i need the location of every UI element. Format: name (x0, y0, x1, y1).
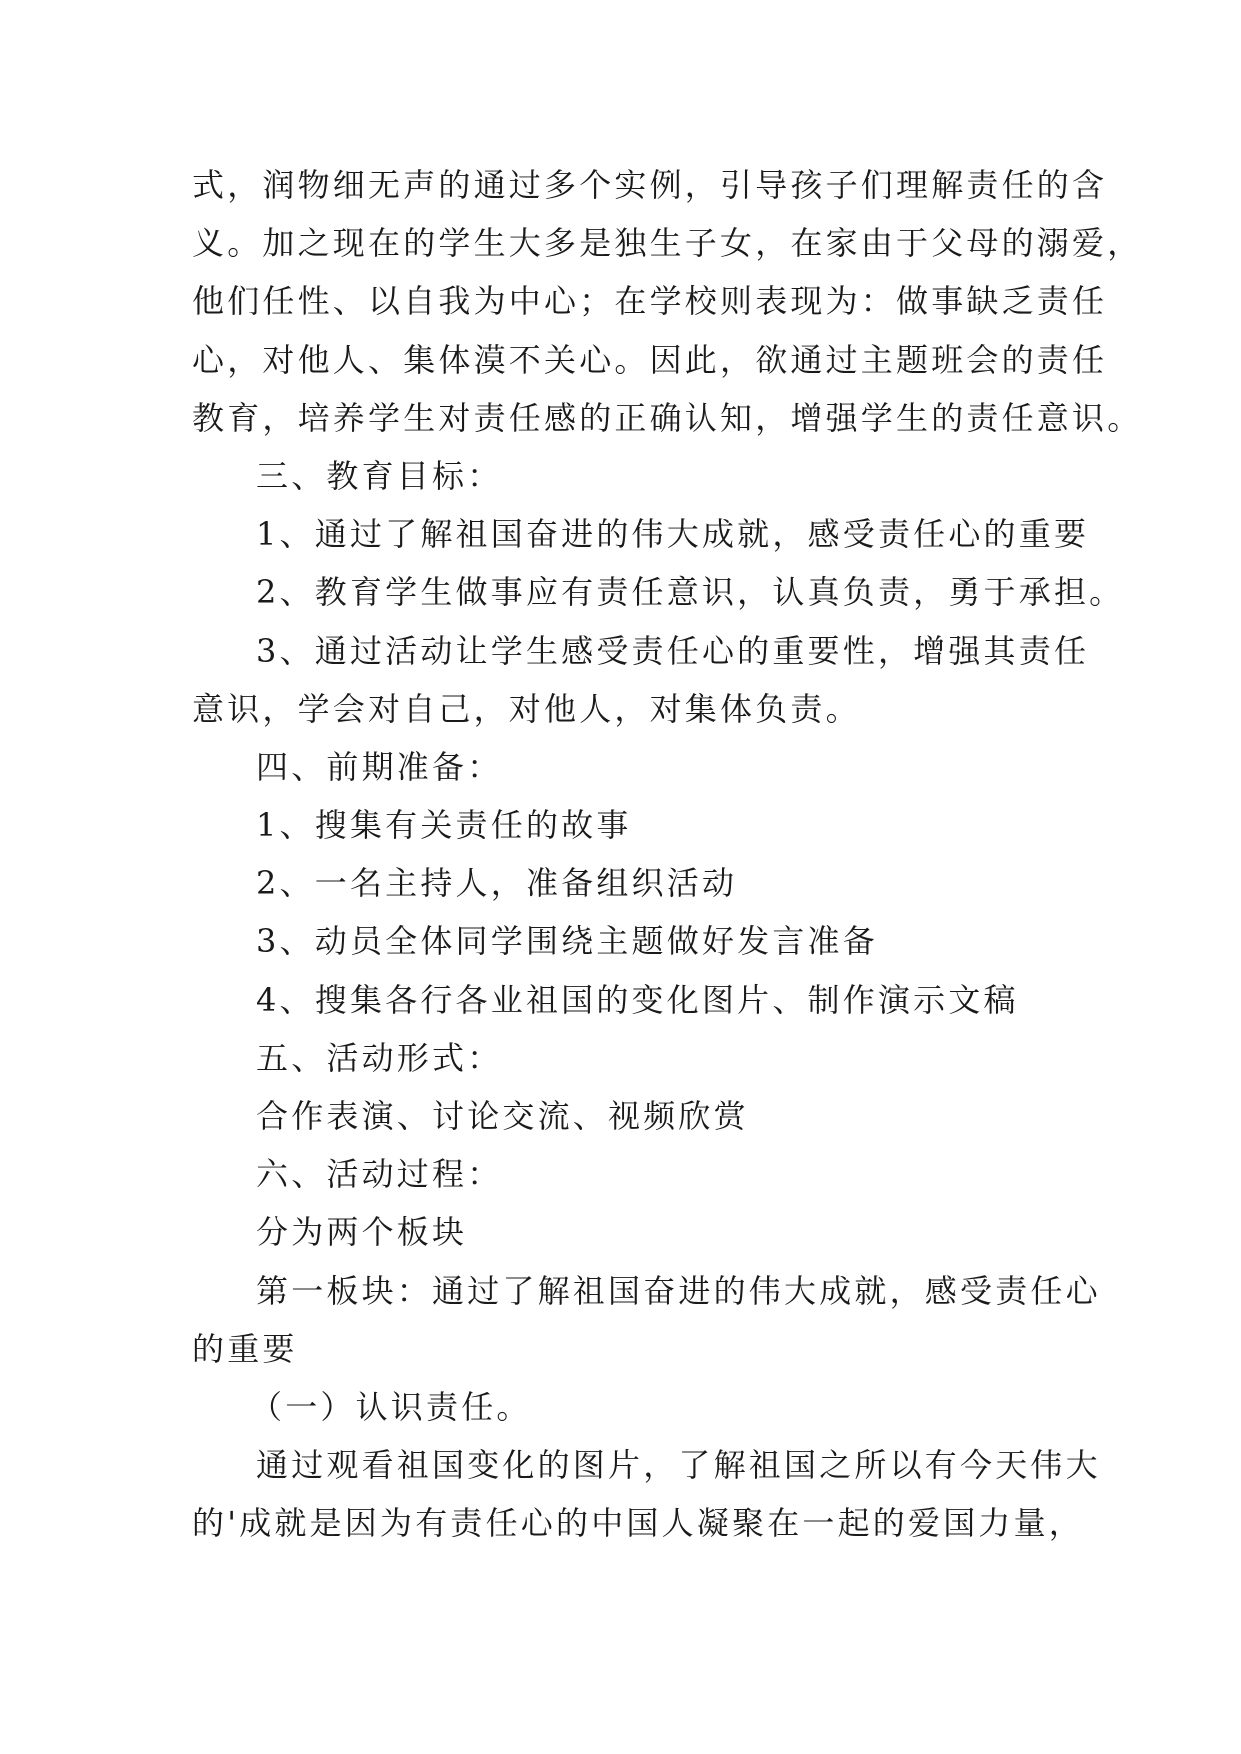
text-line: 三、教育目标： (256, 456, 503, 495)
text-line: 合作表演、讨论交流、视频欣赏 (256, 1097, 749, 1135)
text-line: 四、前期准备： (256, 747, 503, 786)
text-line: 他们任性、以自我为中心；在学校则表现为：做事缺乏责任 (192, 282, 1108, 321)
text-line: 的重要 (192, 1329, 298, 1368)
text-line: 3、通过活动让学生感受责任心的重要性，增强其责任 (256, 631, 1090, 670)
text-line: 通过观看祖国变化的图片，了解祖国之所以有今天伟大 (256, 1446, 1101, 1485)
text-line: 4、搜集各行各业祖国的变化图片、制作演示文稿 (256, 980, 1019, 1019)
text-line: 1、搜集有关责任的故事 (256, 806, 632, 845)
text-line: 3、动员全体同学围绕主题做好发言准备 (256, 922, 878, 961)
text-line: 2、一名主持人，准备组织活动 (256, 864, 738, 903)
text-line: 第一板块：通过了解祖国奋进的伟大成就，感受责任心 (256, 1271, 1101, 1310)
text-line: 1、通过了解祖国奋进的伟大成就，感受责任心的重要 (256, 515, 1090, 554)
text-line: 2、教育学生做事应有责任意识，认真负责，勇于承担。 (256, 573, 1125, 612)
text-line: 分为两个板块 (256, 1213, 468, 1252)
text-line: 式，润物细无声的通过多个实例，引导孩子们理解责任的含 (192, 166, 1108, 204)
text-line: 教育，培养学生对责任感的正确认知，增强学生的责任意识。 (192, 398, 1143, 437)
document-body (192, 156, 1143, 1553)
text-line: 五、活动形式： (256, 1038, 503, 1077)
text-line: 意识，学会对自己，对他人，对集体负责。 (192, 689, 861, 728)
text-line: （一）认识责任。 (250, 1387, 532, 1426)
text-line: 的'成就是因为有责任心的中国人凝聚在一起的爱国力量， (192, 1504, 1084, 1543)
text-line: 义。加之现在的学生大多是独生子女，在家由于父母的溺爱， (192, 224, 1143, 263)
text-line: 心，对他人、集体漠不关心。因此，欲通过主题班会的责任 (192, 340, 1108, 379)
text-line: 六、活动过程： (256, 1155, 503, 1194)
